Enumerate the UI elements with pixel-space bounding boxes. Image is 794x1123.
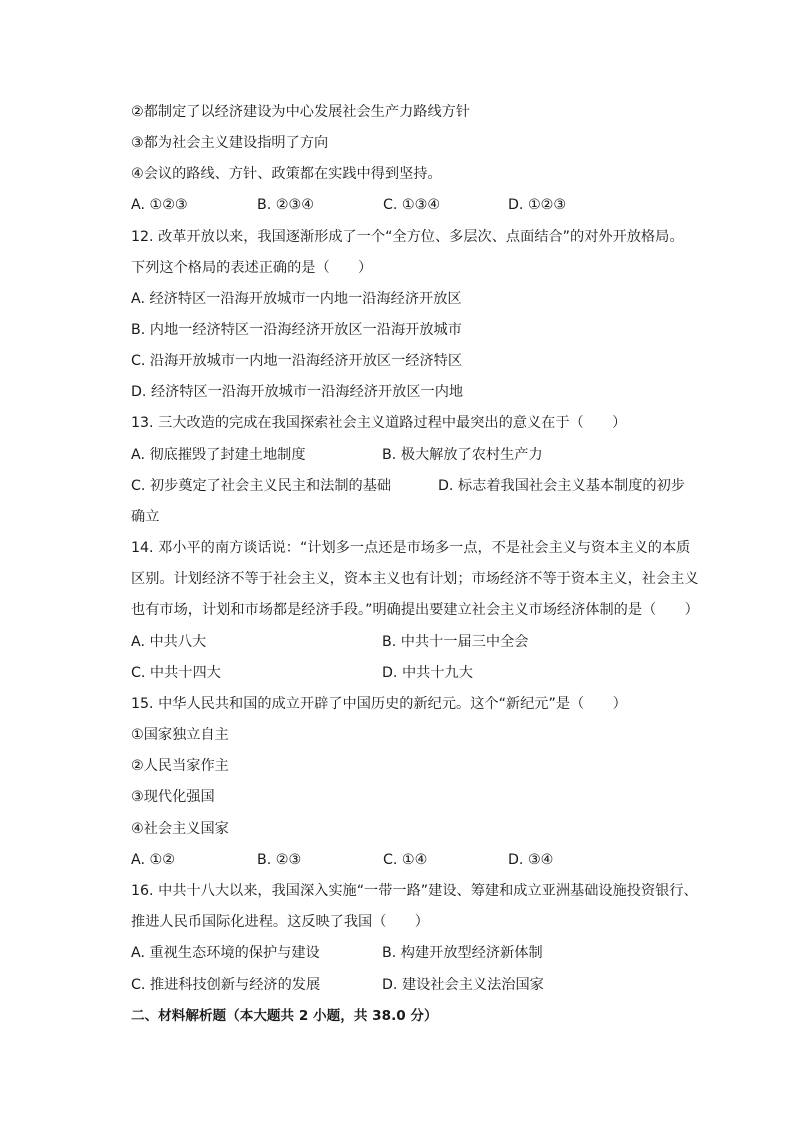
q16-option-d: D. 建设社会主义法治国家: [382, 977, 544, 993]
q13-option-a: A. 彻底摧毁了封建土地制度: [131, 447, 306, 463]
q15-option-d: D. ③④: [508, 852, 554, 868]
q16-stem-line1: 16. 中共十八大以来，我国深入实施“一带一路”建设、筹建和成立亚洲基础设施投资银行、: [131, 883, 698, 899]
q12-option-c: C. 沿海开放城市一内地一沿海经济开放区一经济特区: [131, 353, 463, 369]
q15-statement-1: ①国家独立自主: [131, 727, 229, 743]
q15-statement-2: ②人民当家作主: [131, 758, 229, 774]
q12-option-b: B. 内地一经济特区一沿海经济开放区一沿海开放城市: [131, 322, 462, 338]
q13-option-d: D. 标志着我国社会主义基本制度的初步: [438, 478, 685, 494]
q15-statement-3: ③现代化强国: [131, 789, 215, 805]
q12-stem-line2: 下列这个格局的表述正确的是（ ）: [131, 260, 373, 276]
q12-option-a: A. 经济特区一沿海开放城市一内地一沿海经济开放区: [131, 291, 462, 307]
q14-option-c: C. 中共十四大: [131, 665, 221, 681]
q14-stem-line1: 14. 邓小平的南方谈话说：“计划多一点还是市场多一点，不是社会主义与资本主义的本质: [131, 540, 691, 556]
q14-stem-line2: 区别。计划经济不等于社会主义，资本主义也有计划；市场经济不等于资本主义，社会主义: [131, 571, 699, 587]
q11-statement-2: ②都制定了以经济建设为中心发展社会生产力路线方针: [131, 104, 471, 120]
q16-option-c: C. 推进科技创新与经济的发展: [131, 977, 321, 993]
q16-option-a: A. 重视生态环境的保护与建设: [131, 945, 320, 961]
q12-stem-line1: 12. 改革开放以来，我国逐渐形成了一个“全方位、多层次、点面结合”的对外开放格局。: [131, 229, 684, 245]
q11-statement-4: ④会议的路线、方针、政策都在实践中得到坚持。: [131, 166, 442, 182]
q15-option-b: B. ②③: [257, 852, 302, 868]
q13-option-c: C. 初步奠定了社会主义民主和法制的基础: [131, 478, 392, 494]
q15-option-c: C. ①④: [383, 852, 428, 868]
q14-option-a: A. 中共八大: [131, 634, 207, 650]
q16-stem-line2: 推进人民币国际化进程。这反映了我国（ ）: [131, 914, 429, 930]
q11-statement-3: ③都为社会主义建设指明了方向: [131, 135, 329, 151]
q12-option-d: D. 经济特区一沿海开放城市一沿海经济开放区一内地: [131, 384, 464, 400]
q11-option-b: B. ②③④: [257, 197, 314, 213]
q15-statement-4: ④社会主义国家: [131, 821, 229, 837]
q13-stem: 13. 三大改造的完成在我国探索社会主义道路过程中最突出的意义在于（ ）: [131, 415, 627, 431]
q16-option-b: B. 构建开放型经济新体制: [382, 945, 543, 961]
q14-option-b: B. 中共十一届三中全会: [382, 634, 529, 650]
q15-option-a: A. ①②: [131, 852, 175, 868]
q13-option-d-continued: 确立: [131, 509, 160, 525]
q11-option-d: D. ①②③: [508, 197, 567, 213]
q11-option-a: A. ①②③: [131, 197, 188, 213]
q14-option-d: D. 中共十九大: [382, 665, 473, 681]
section-heading-material-analysis: 二、材料解析题（本大题共 2 小题，共 38.0 分）: [131, 1008, 438, 1024]
q11-option-c: C. ①③④: [383, 197, 441, 213]
q15-stem: 15. 中华人民共和国的成立开辟了中国历史的新纪元。这个“新纪元”是（ ）: [131, 696, 627, 712]
q13-option-b: B. 极大解放了农村生产力: [382, 447, 543, 463]
q14-stem-line3: 也有市场，计划和市场都是经济手段。”明确提出要建立社会主义市场经济体制的是（ ）: [131, 602, 699, 618]
